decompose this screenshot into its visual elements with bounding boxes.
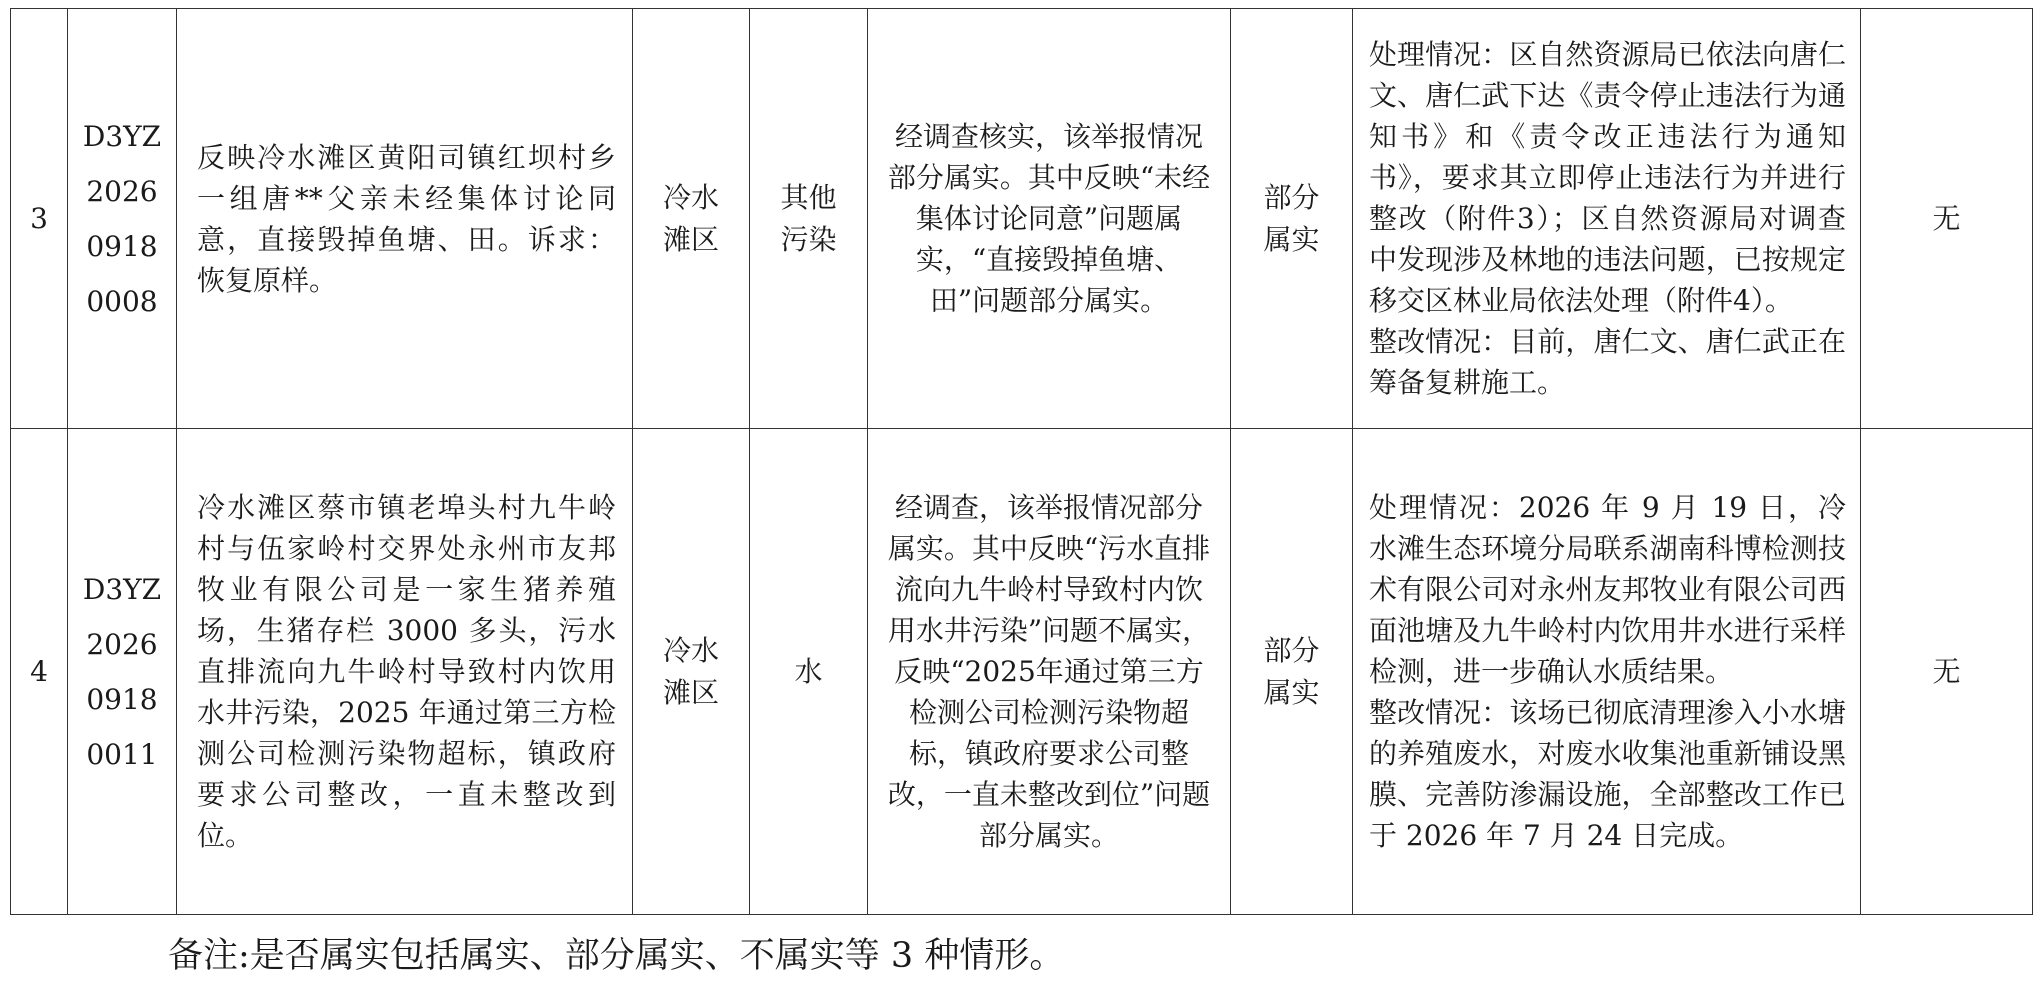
case-code-line: 0011 [86,737,158,771]
table-row [11,429,2033,915]
pollution-category [750,429,868,915]
rectify-paragraph [1369,321,1846,403]
investigation-finding: 经调查核实，该举报情况部分属实。其中反映“未经集体讨论同意”问题属实，“直接毁掉鱼塘、田”问题部分属实。 [868,9,1231,429]
handling-label: 处理情况： [1369,491,1519,524]
district [633,429,750,915]
district-line: 冷水 [662,180,719,214]
remark: 无 [1861,429,2033,915]
pollution-category [750,9,868,429]
rectify-paragraph [1369,692,1846,856]
complaint-content: 反映冷水滩区黄阳司镇红坝村乡一组唐**父亲未经集体讨论同意，直接毁掉鱼塘、田。诉求：恢复原样。 [177,9,633,429]
verdict-line: 部分 [1263,180,1320,214]
footnote: 备注:是否属实包括属实、部分属实、不属实等 3 种情形。 [168,936,1065,976]
district [633,9,750,429]
verdict-line: 属实 [1263,675,1320,709]
complaint-content: 冷水滩区蔡市镇老埠头村九牛岭村与伍家岭村交界处永州市友邦牧业有限公司是一家生猪养殖场，生猪存栏 3000 多头，污水直排流向九牛岭村导致村内饮用水井污染，2025 年通过第三方检测公司检测污染物超标，镇政府要求公司整改，一直未整改到位。 [177,429,633,915]
district-line: 冷水 [662,633,719,667]
district-line: 滩区 [662,222,719,256]
handling-text: 2026 年 9 月 19 日，冷水滩生态环境分局联系湖南科博检测技术有限公司对永州友邦牧业有限公司西面池塘及九牛岭村内饮用井水进行采样检测，进一步确认水质结果。 [1369,491,1846,688]
category-line: 水 [794,655,823,688]
row-number: 4 [11,429,68,915]
handling-paragraph [1369,487,1846,692]
handling-paragraph [1369,34,1846,321]
case-code-line: 0918 [86,682,158,716]
case-code [68,429,177,915]
case-code [68,9,177,429]
handling-label: 处理情况： [1369,38,1510,71]
case-code-line: 0918 [86,229,158,263]
handling-text: 区自然资源局已依法向唐仁文、唐仁武下达《责令停止违法行为通知书》和《责令改正违法行为通知书》，要求其立即停止违法行为并进行整改（附件3）；区自然资源局对调查中发现涉及林地的违法问题，已按规定移交区林业局依法处理（附件4）。 [1369,38,1846,317]
case-code-line: 2026 [86,627,158,661]
case-code-line: 0008 [86,284,158,318]
handling-details [1353,429,1861,915]
rectify-text: 该场已彻底清理渗入小水塘的养殖废水，对废水收集池重新铺设黑膜、完善防渗漏设施，全部整改工作已于 2026 年 7 月 24 日完成。 [1369,696,1846,852]
category-line: 污染 [780,222,837,256]
rectify-label: 整改情况： [1369,325,1510,358]
rectify-label: 整改情况： [1369,696,1510,729]
verdict-line: 部分 [1263,633,1320,667]
case-code-line: 2026 [86,174,158,208]
handling-details [1353,9,1861,429]
category-line: 其他 [780,180,837,214]
case-code-line: D3YZ [82,572,162,606]
case-code-line: D3YZ [82,119,162,153]
remark: 无 [1861,9,2033,429]
row-number: 3 [11,9,68,429]
verdict [1231,9,1353,429]
verdict-line: 属实 [1263,222,1320,256]
table-row [11,9,2033,429]
district-line: 滩区 [662,675,719,709]
report-table [10,8,2033,915]
investigation-finding: 经调查，该举报情况部分属实。其中反映“污水直排流向九牛岭村导致村内饮用水井污染”问题不属实，反映“2025年通过第三方检测公司检测污染物超标，镇政府要求公司整改，一直未整改到位”问题部分属实。 [868,429,1231,915]
rectify-text: 目前，唐仁文、唐仁武正在筹备复耕施工。 [1369,325,1846,399]
verdict [1231,429,1353,915]
